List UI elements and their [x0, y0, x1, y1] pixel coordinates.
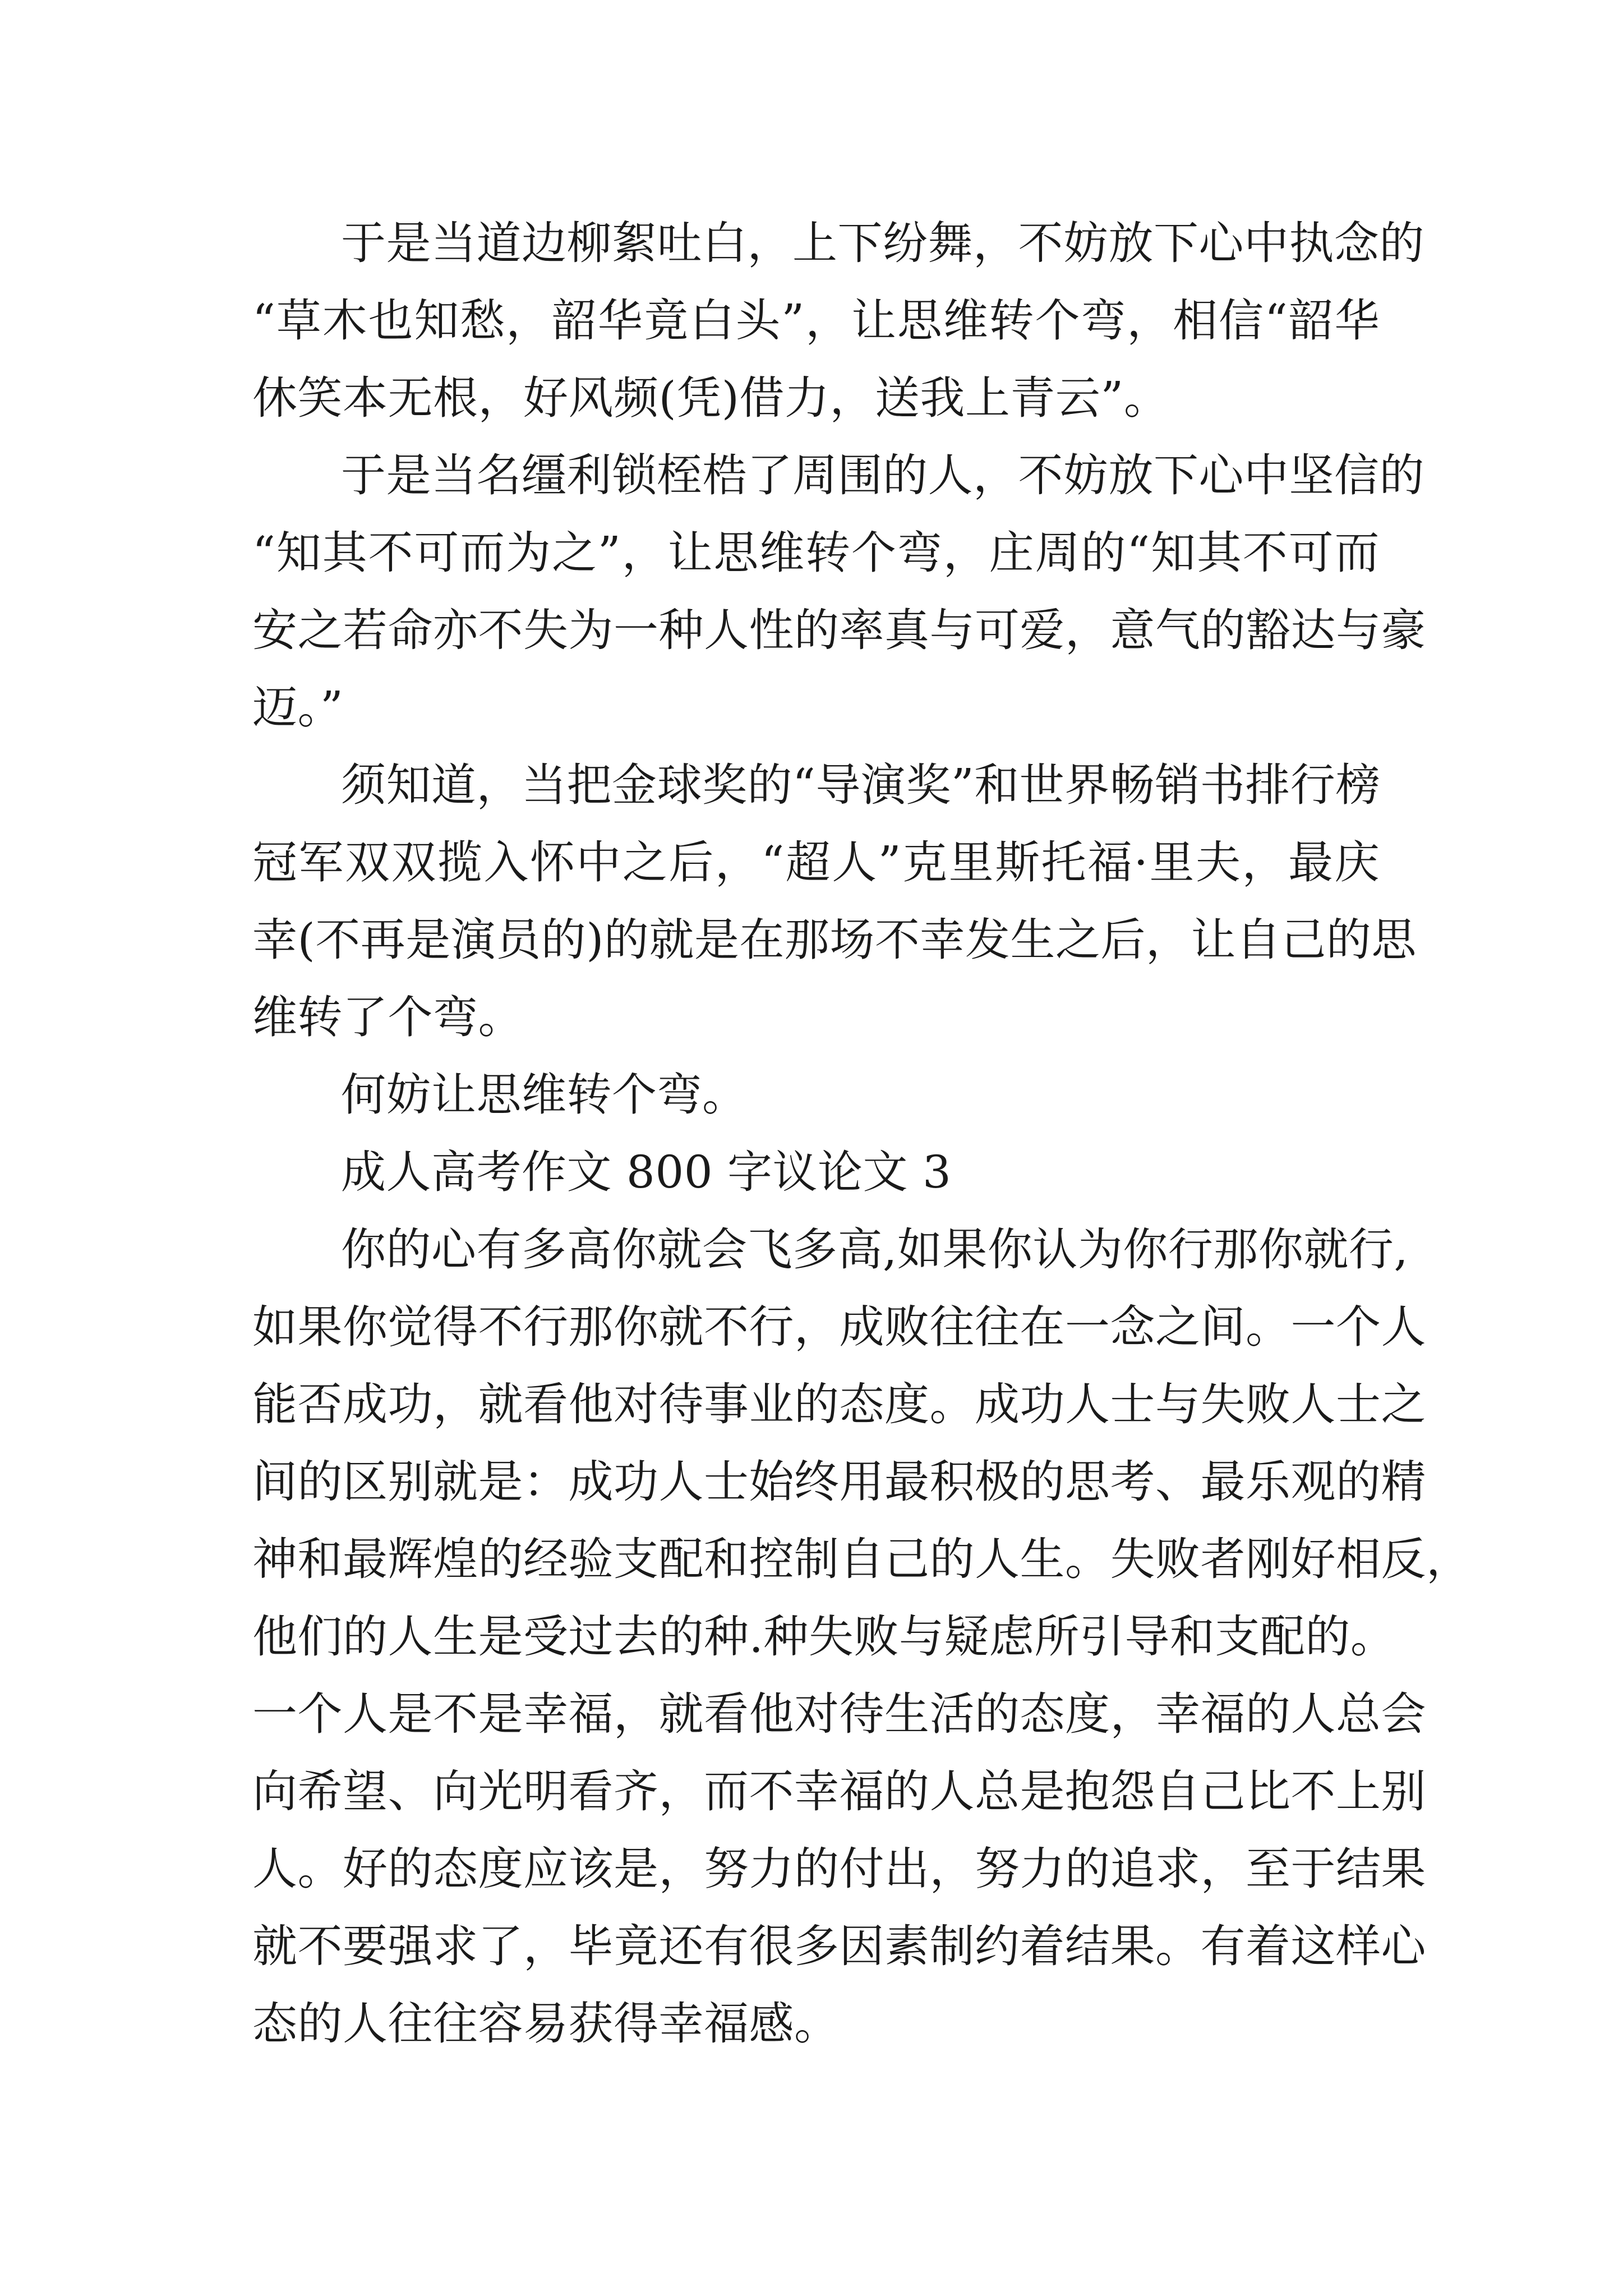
heading-line: 成人高考作文 800 字议论文 3 — [341, 1146, 952, 1198]
paragraph-line: 神和最辉煌的经验支配和控制自己的人生。失败者刚好相反， — [252, 1533, 1472, 1585]
paragraph — [252, 1211, 1472, 2063]
paragraph-line: 休笑本无根，好风频(凭)借力，送我上青云”。 — [252, 372, 1169, 424]
paragraph-line: 人。好的态度应该是，努力的付出，努力的追求，至于结果 — [252, 1843, 1426, 1895]
paragraph-line: 安之若命亦不失为一种人性的率真与可爱，意气的豁达与豪 — [252, 604, 1426, 656]
paragraph — [252, 747, 1417, 1056]
paragraph-line: 维转了个弯。 — [252, 991, 523, 1043]
paragraph-line: 就不要强求了，毕竟还有很多因素制约着结果。有着这样心 — [252, 1920, 1426, 1972]
paragraph-line: 于是当名缰利锁桎梏了周围的人，不妨放下心中坚信的 — [341, 449, 1424, 501]
paragraph — [252, 1056, 1380, 1134]
paragraph-line: 态的人往往容易获得幸福感。 — [252, 1998, 840, 2050]
paragraph-line: 间的区别就是：成功人士始终用最积极的思考、最乐观的精 — [252, 1456, 1426, 1508]
paragraph-line: 他们的人生是受过去的种.种失败与疑虑所引导和支配的。 — [252, 1611, 1396, 1663]
paragraph-line: 一个人是不是幸福，就看他对待生活的态度，幸福的人总会 — [252, 1688, 1426, 1740]
section-heading — [252, 1134, 1380, 1211]
paragraph-line: 于是当道边柳絮吐白，上下纷舞，不妨放下心中执念的 — [341, 217, 1424, 269]
paragraph-line: 何妨让思维转个弯。 — [341, 1069, 748, 1121]
paragraph-line: “草木也知愁，韶华竟白头”，让思维转个弯，相信“韶华 — [252, 295, 1380, 347]
paragraph-line: 你的心有多高你就会飞多高,如果你认为你行那你就行, — [341, 1223, 1409, 1276]
paragraph-line: 如果你觉得不行那你就不行，成败往往在一念之间。一个人 — [252, 1301, 1426, 1353]
paragraph-line: “知其不可而为之”，让思维转个弯，庄周的“知其不可而 — [252, 527, 1380, 579]
paragraph-line: 向希望、向光明看齐，而不幸福的人总是抱怨自己比不上别 — [252, 1765, 1426, 1818]
paragraph — [252, 437, 1426, 747]
document-body — [252, 205, 1472, 2063]
paragraph-line: 须知道，当把金球奖的“导演奖”和世界畅销书排行榜 — [341, 759, 1381, 811]
paragraph — [252, 205, 1424, 437]
paragraph-line: 幸(不再是演员的)的就是在那场不幸发生之后，让自己的思 — [252, 914, 1417, 966]
paragraph-line: 冠军双双揽入怀中之后，“超人”克里斯托福·里夫，最庆 — [252, 836, 1380, 889]
paragraph-line: 迈。” — [252, 682, 344, 734]
paragraph-line: 能否成功，就看他对待事业的态度。成功人士与失败人士之 — [252, 1378, 1426, 1430]
